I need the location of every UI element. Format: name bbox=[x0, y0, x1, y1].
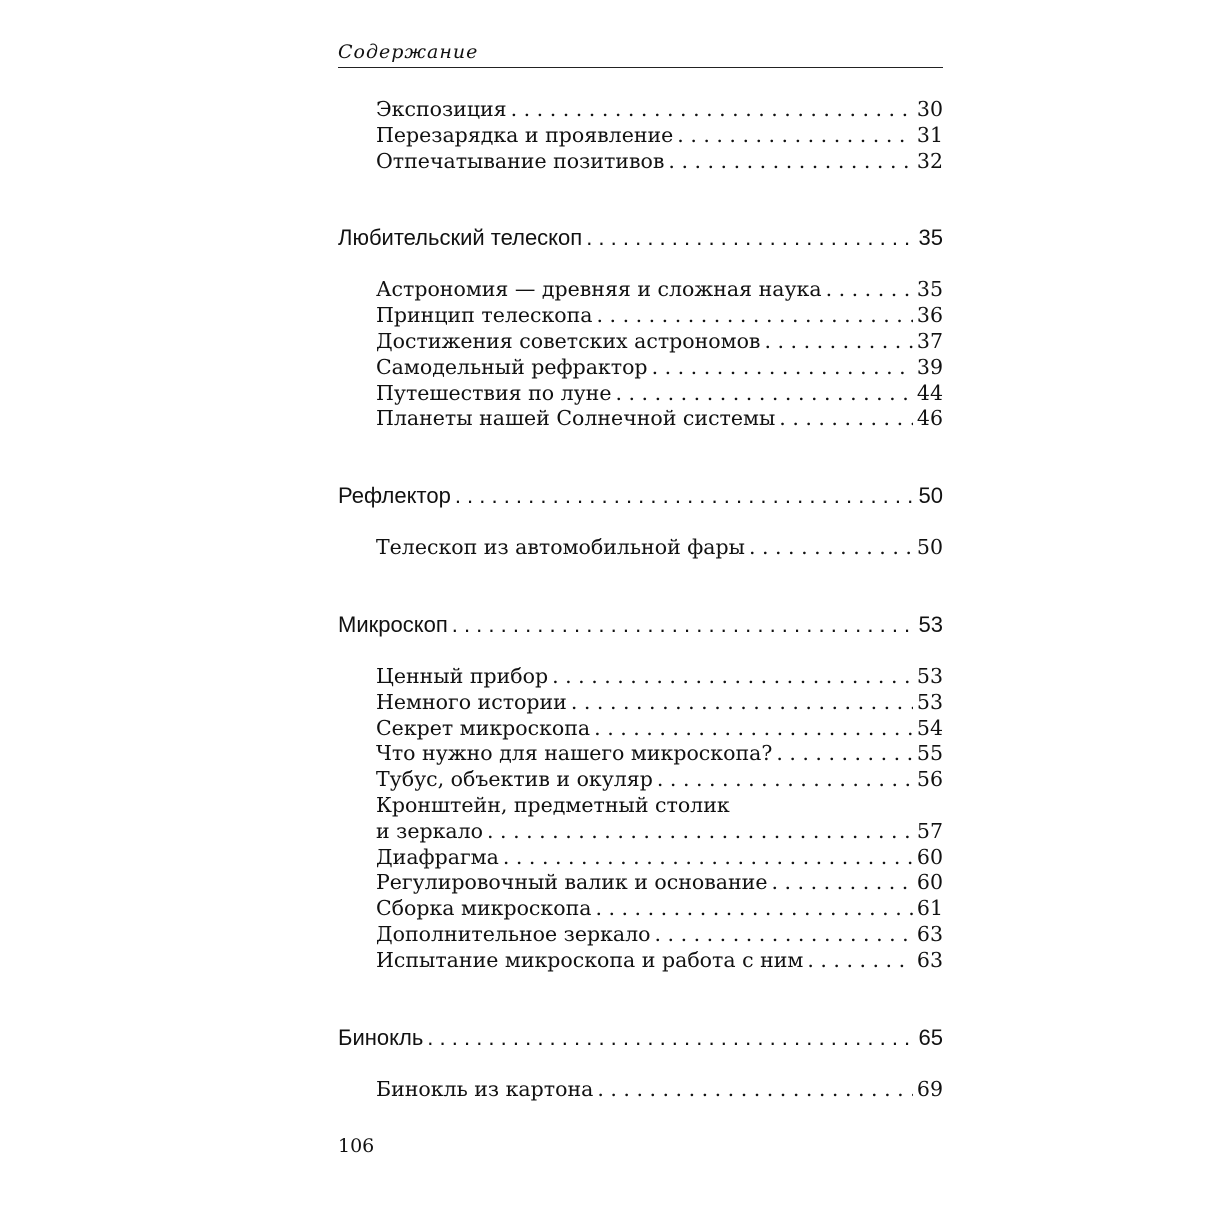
toc-entry[interactable] bbox=[338, 716, 943, 742]
toc-page-number: 55 bbox=[916, 741, 943, 766]
toc-entry[interactable] bbox=[338, 896, 943, 922]
toc-page-number: 50 bbox=[916, 535, 943, 560]
toc-page-number: 53 bbox=[918, 611, 943, 637]
toc-entry-title: Отпечатывание позитивов bbox=[376, 148, 665, 173]
toc-page-number: 63 bbox=[916, 947, 943, 972]
toc-entry[interactable] bbox=[338, 381, 943, 407]
toc-entry-title: Дополнительное зеркало bbox=[376, 921, 651, 946]
dot-leader bbox=[779, 406, 913, 432]
toc-chapter[interactable] bbox=[338, 612, 943, 638]
toc-entry-title: Что нужно для нашего микроскопа? bbox=[376, 741, 773, 766]
page-number: 106 bbox=[338, 1135, 375, 1157]
dot-leader bbox=[655, 922, 913, 948]
toc-entry-title: Астрономия — древняя и сложная наука bbox=[376, 277, 822, 302]
dot-leader bbox=[657, 767, 913, 793]
toc-entry[interactable] bbox=[338, 845, 943, 871]
toc-chapter-title: Бинокль bbox=[338, 1024, 424, 1050]
toc-page-number: 63 bbox=[916, 921, 943, 946]
toc-chapter-title: Рефлектор bbox=[338, 483, 451, 509]
toc-entry-title: Бинокль из картона bbox=[376, 1076, 594, 1101]
toc-page-number: 44 bbox=[916, 380, 943, 405]
toc-entry-title: Тубус, объектив и окуляр bbox=[376, 767, 653, 792]
toc-entry-title: Сборка микроскопа bbox=[376, 896, 592, 921]
table-of-contents bbox=[338, 97, 943, 1102]
toc-page-number: 37 bbox=[916, 328, 943, 353]
dot-leader bbox=[677, 123, 913, 149]
toc-entry[interactable] bbox=[338, 97, 943, 123]
toc-entry[interactable] bbox=[338, 149, 943, 175]
toc-chapter[interactable] bbox=[338, 225, 943, 251]
spacer bbox=[338, 174, 943, 225]
dot-leader bbox=[749, 535, 913, 561]
toc-page-number: 53 bbox=[916, 663, 943, 688]
spacer bbox=[338, 432, 943, 483]
dot-leader bbox=[586, 225, 914, 251]
toc-entry[interactable] bbox=[338, 948, 943, 974]
toc-entry-title: Телескоп из автомобильной фары bbox=[376, 535, 745, 560]
toc-chapter[interactable] bbox=[338, 483, 943, 509]
toc-entry[interactable] bbox=[338, 741, 943, 767]
toc-entry-title: Самодельный рефрактор bbox=[376, 354, 648, 379]
dot-leader bbox=[807, 948, 913, 974]
toc-entry[interactable] bbox=[338, 819, 943, 845]
toc-entry[interactable] bbox=[338, 329, 943, 355]
toc-page-number: 60 bbox=[916, 870, 943, 895]
toc-page-number: 46 bbox=[916, 406, 943, 431]
toc-page-number: 53 bbox=[916, 689, 943, 714]
dot-leader bbox=[668, 149, 913, 175]
toc-page-number: 35 bbox=[918, 225, 943, 251]
toc-entry-title: Достижения советских астрономов bbox=[376, 328, 761, 353]
toc-page-number: 32 bbox=[916, 148, 943, 173]
dot-leader bbox=[652, 355, 913, 381]
spacer bbox=[338, 561, 943, 612]
dot-leader bbox=[597, 1077, 913, 1103]
dot-leader bbox=[595, 896, 912, 922]
toc-entry[interactable] bbox=[338, 1077, 943, 1103]
toc-entry[interactable] bbox=[338, 535, 943, 561]
toc-chapter-title: Любительский телескоп bbox=[338, 225, 583, 251]
toc-page-number: 61 bbox=[916, 896, 943, 921]
toc-page-number: 69 bbox=[916, 1076, 943, 1101]
dot-leader bbox=[552, 664, 913, 690]
dot-leader bbox=[771, 870, 912, 896]
toc-entry-title: Секрет микроскопа bbox=[376, 715, 591, 740]
spacer bbox=[338, 974, 943, 1025]
toc-entry[interactable] bbox=[338, 767, 943, 793]
toc-entry[interactable] bbox=[338, 303, 943, 329]
toc-entry-title: Регулировочный валик и основание bbox=[376, 870, 768, 895]
dot-leader bbox=[487, 819, 913, 845]
toc-entry-title: Ценный прибор bbox=[376, 663, 549, 688]
spacer bbox=[338, 509, 943, 535]
dot-leader bbox=[511, 97, 913, 123]
spacer bbox=[338, 638, 943, 664]
toc-entry-title: Экспозиция bbox=[376, 97, 507, 121]
toc-page-number: 60 bbox=[916, 844, 943, 869]
toc-chapter-title: Микроскоп bbox=[338, 611, 448, 637]
toc-chapter[interactable] bbox=[338, 1025, 943, 1051]
toc-entry-title: Планеты нашей Солнечной системы bbox=[376, 406, 776, 431]
toc-entry-title: Кронштейн, предметный столик bbox=[376, 792, 730, 817]
toc-entry[interactable] bbox=[338, 277, 943, 303]
toc-page-number: 36 bbox=[916, 303, 943, 328]
toc-entry[interactable] bbox=[338, 123, 943, 149]
dot-leader bbox=[452, 612, 915, 638]
toc-entry-title: Немного истории bbox=[376, 689, 567, 714]
toc-page-number: 30 bbox=[916, 97, 943, 121]
toc-entry[interactable] bbox=[338, 406, 943, 432]
dot-leader bbox=[571, 690, 913, 716]
dot-leader bbox=[826, 277, 913, 303]
toc-entry-title: Перезарядка и проявление bbox=[376, 122, 674, 147]
toc-page-number: 39 bbox=[916, 354, 943, 379]
toc-page-number: 31 bbox=[916, 122, 943, 147]
toc-entry[interactable] bbox=[338, 870, 943, 896]
toc-entry-title: Принцип телескопа bbox=[376, 303, 593, 328]
toc-entry[interactable] bbox=[338, 690, 943, 716]
dot-leader bbox=[764, 329, 912, 355]
spacer bbox=[338, 251, 943, 277]
toc-page-number: 54 bbox=[916, 715, 943, 740]
dot-leader bbox=[455, 483, 915, 509]
toc-page-number: 56 bbox=[916, 767, 943, 792]
toc-entry[interactable] bbox=[338, 355, 943, 381]
toc-page-number: 57 bbox=[916, 818, 943, 843]
dot-leader bbox=[776, 741, 913, 767]
spacer bbox=[338, 1051, 943, 1077]
dot-leader bbox=[503, 845, 913, 871]
toc-page-number: 50 bbox=[918, 483, 943, 509]
toc-page-number: 65 bbox=[918, 1024, 943, 1050]
toc-page-number: 35 bbox=[916, 277, 943, 302]
toc-entry[interactable] bbox=[338, 664, 943, 690]
toc-entry-title: Испытание микроскопа и работа с ним bbox=[376, 947, 804, 972]
dot-leader bbox=[594, 716, 913, 742]
toc-entry-title: Диафрагма bbox=[376, 844, 499, 869]
running-head: Содержание bbox=[338, 40, 943, 68]
dot-leader bbox=[427, 1025, 914, 1051]
dot-leader bbox=[615, 381, 912, 407]
toc-entry-title: и зеркало bbox=[376, 818, 484, 843]
toc-page bbox=[338, 40, 943, 1102]
toc-entry-title: Путешествия по луне bbox=[376, 380, 612, 405]
toc-entry[interactable] bbox=[338, 922, 943, 948]
dot-leader bbox=[597, 303, 913, 329]
